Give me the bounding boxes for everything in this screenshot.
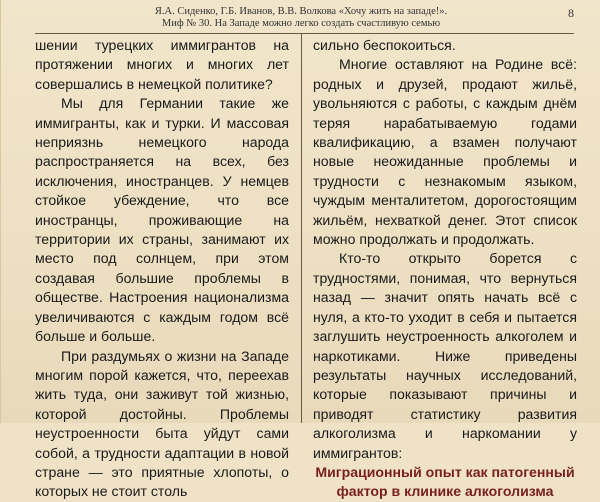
left-column — [35, 36, 289, 502]
section-subheading: Миграционный опыт как патогенный фактор в клинике алкоголизма — [315, 463, 575, 500]
paragraph: Мы для Германии такие же иммигранты, как и турки. И массовая неприязнь немецкого народа распространяется на всех, без исключения, иностранцев. У немцев стойкое убеждение, что все иностранцы, проживающие на территории их страны, занимают их место под солнцем, при этом создавая большие проблемы в обществе. Настроения национализма увеличиваются с каждым годом всё больше и больше. — [35, 95, 289, 345]
column-divider — [301, 33, 302, 423]
header-rule — [35, 33, 574, 34]
paragraph-continuation: шении турецких иммигрантов на протяжении многих и многих лет совершались в немецкой политике? — [35, 37, 289, 92]
page-number: 8 — [568, 6, 574, 20]
paragraph: Кто-то открыто борется с трудностями, понимая, что вернуться назад — значит опять начать всё с нуля, а кто-то уходит в себя и пытается заглушить неустроенность алкоголем и наркотиками. Ниже приведены результаты научных исследований, которые показывают причины и приводят статистику развития алкоголизма и наркомании у иммигрантов: — [313, 250, 577, 461]
running-header — [1, 6, 600, 30]
paragraph-continuation: сильно беспокоиться. — [313, 37, 456, 53]
header-authors-title: Я.А. Сиденко, Г.Б. Иванов, В.В. Волкова «Хочу жить на западе!». — [154, 6, 448, 17]
paragraph: При раздумьях о жизни на Западе многим порой кажется, что, переехав жить туда, они заживут той жизнью, которой достойны. Проблемы неустроенности быта уйдут сами собой, а трудности адаптации в новой стране — это приятные хлопоты, о которых не стоит столь — [35, 347, 289, 500]
right-column — [313, 36, 577, 502]
header-chapter-title: Миф № 30. На Западе можно легко создать счастливую семью — [161, 18, 441, 29]
paragraph: Многие оставляют на Родине всё: родных и друзей, продают жильё, увольняются с работы, с каждым днём теряя нарабатываемую годами квалификацию, а взамен получают новые неожиданные проблемы и трудности с незнакомым языком, чуждым менталитетом, дорогостоящим жильём, нехваткой денег. Этот список можно продолжать и продолжать. — [313, 56, 577, 248]
